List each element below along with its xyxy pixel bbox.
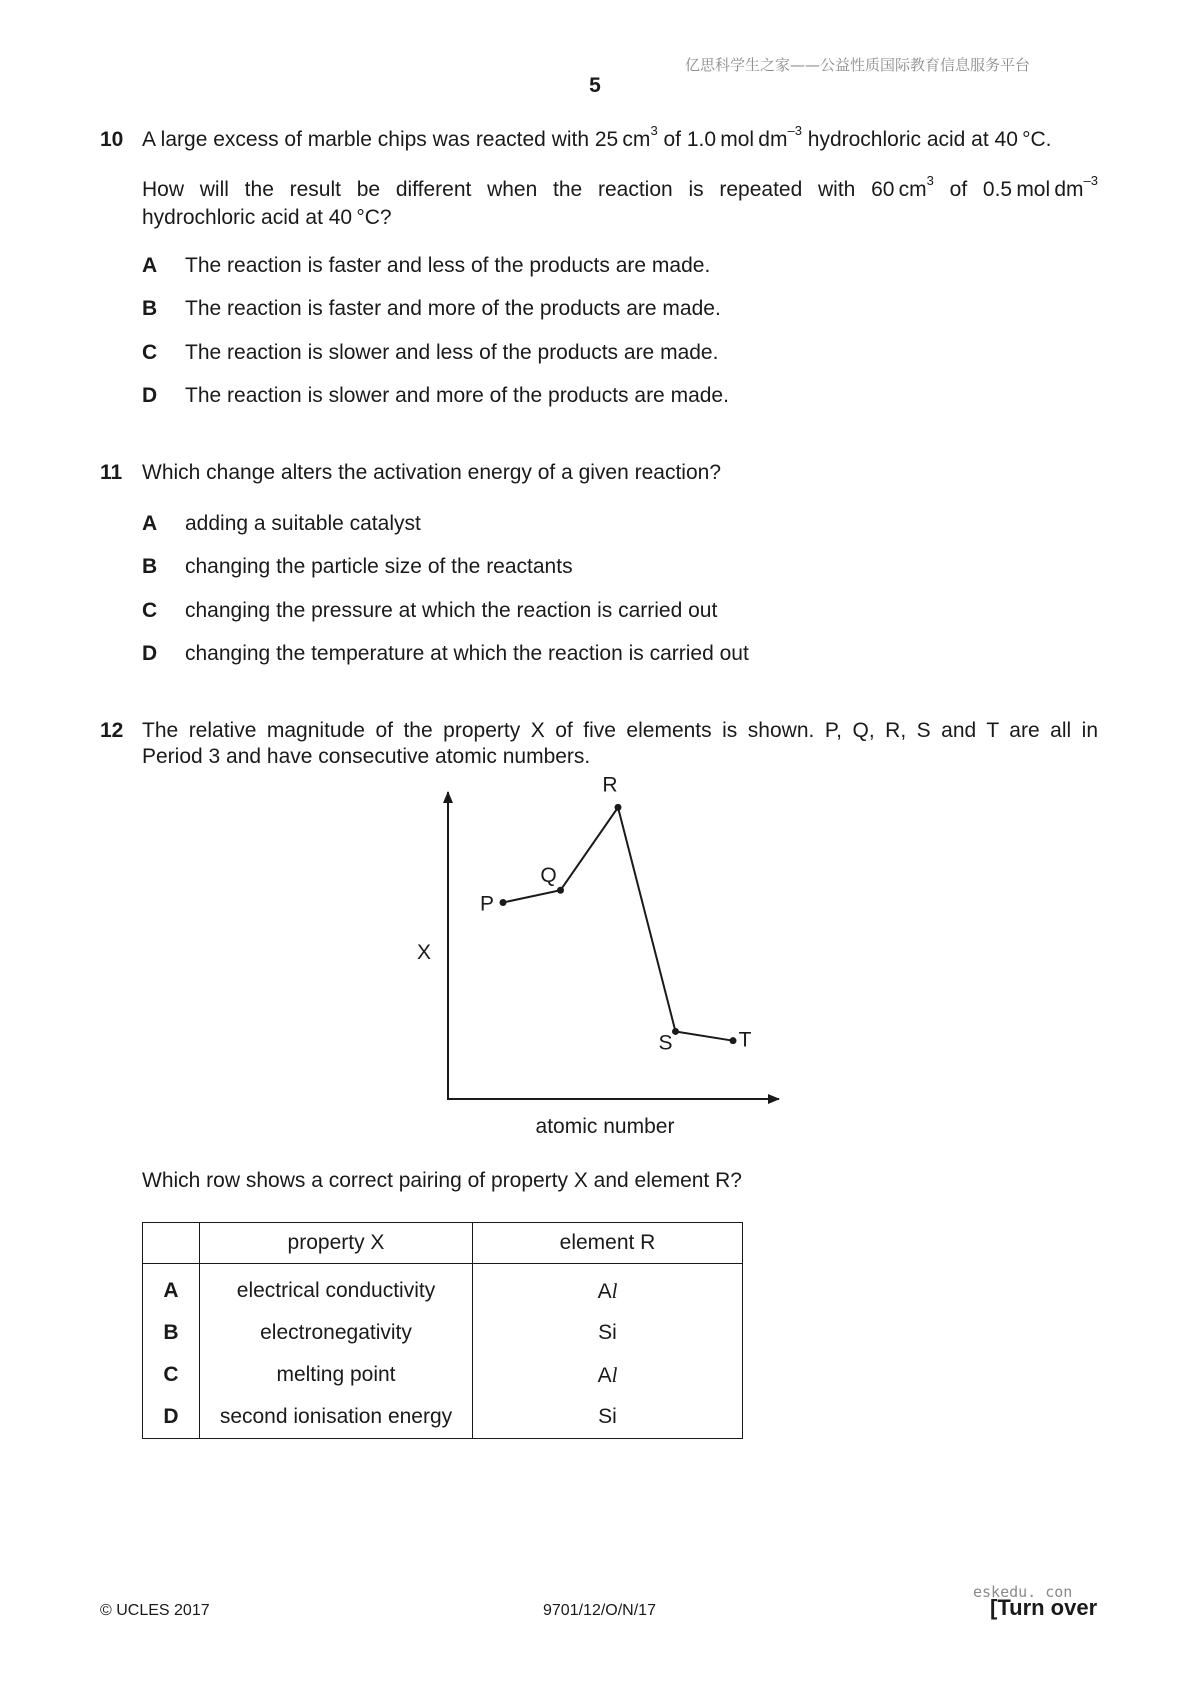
data-points [480, 773, 752, 1054]
table-header-property: property X [200, 1223, 473, 1264]
q12-number: 12 [100, 719, 124, 742]
row-property: second ionisation energy [200, 1396, 473, 1439]
data-point-p [500, 899, 507, 906]
table-row [143, 1312, 743, 1354]
table-row [143, 1396, 743, 1439]
q11-option-a-text: adding a suitable catalyst [185, 512, 421, 535]
q10-option-d-text: The reaction is slower and more of the products are made. [185, 384, 729, 407]
q10-option-b-text: The reaction is faster and more of the products are made. [185, 297, 721, 320]
q10-stem: A large excess of marble chips was reacted with 25 $cm^3$ of 1.0 mol $dm^{-3}$ hydrochloric acid at 40 °C. [142, 123, 1052, 151]
y-axis-label: X [416, 941, 432, 964]
data-point-r [615, 804, 622, 811]
q10-option-a-text: The reaction is faster and less of the products are made. [185, 254, 711, 277]
x-axis-label: atomic number [535, 1115, 675, 1138]
row-letter: B [143, 1312, 200, 1354]
table-header-element: element R [473, 1223, 743, 1264]
q10-option-b-letter: B [142, 297, 158, 320]
turn-over-label: [Turn over [990, 1595, 1098, 1620]
page-number: 5 [589, 74, 601, 97]
point-label-r: R [602, 773, 618, 797]
q12-stem-line1: The relative magnitude of the property X of five elements is shown. P, Q, R, S and T are all in [142, 719, 1098, 742]
row-letter: A [143, 1264, 200, 1313]
header-watermark: 亿思科学生之家——公益性质国际教育信息服务平台 [685, 56, 1031, 74]
q12-question: Which row shows a correct pairing of property X and element R? [142, 1169, 742, 1192]
q10-option-c-text: The reaction is slower and less of the products are made. [185, 341, 719, 364]
q11-stem: Which change alters the activation energy of a given reaction? [142, 461, 722, 484]
row-property: electrical conductivity [200, 1264, 473, 1313]
table-header-row [143, 1223, 743, 1264]
footer-paper-code: 9701/12/O/N/17 [543, 1602, 656, 1619]
q11-option-d-letter: D [142, 642, 158, 665]
footer-copyright: © UCLES 2017 [100, 1602, 210, 1619]
q10-followup-line1: How will the result be different when the reaction is repeated with 60 $cm^3$ of 0.5 mol $dm^{-3}$ [142, 173, 1099, 201]
row-letter: C [143, 1354, 200, 1396]
q10-followup-line2: hydrochloric acid at 40 °C? [142, 206, 392, 229]
answer-table [142, 1222, 743, 1439]
footer-watermark: eskedu. con [973, 1583, 1073, 1601]
q10-option-c-letter: C [142, 341, 158, 364]
data-point-s [672, 1028, 679, 1035]
row-element: Al [473, 1264, 743, 1313]
q12-stem-line2: Period 3 and have consecutive atomic numbers. [142, 745, 591, 768]
q11-option-d-text: changing the temperature at which the reaction is carried out [185, 642, 749, 665]
q11-option-c-letter: C [142, 599, 158, 622]
q10-number: 10 [100, 128, 124, 151]
row-letter: D [143, 1396, 200, 1439]
data-point-q [557, 887, 564, 894]
q10-option-d-letter: D [142, 384, 158, 407]
table-row [143, 1354, 743, 1396]
table-row [143, 1264, 743, 1313]
q11-option-c-text: changing the pressure at which the reaction is carried out [185, 599, 718, 622]
data-point-t [730, 1037, 737, 1044]
q10-option-a-letter: A [142, 254, 158, 277]
row-property: electronegativity [200, 1312, 473, 1354]
q11-option-a-letter: A [142, 512, 158, 535]
row-element: Si [473, 1396, 743, 1439]
point-label-t: T [738, 1028, 752, 1052]
point-label-s: S [658, 1031, 673, 1055]
point-label-p: P [479, 892, 495, 916]
q11-option-b-letter: B [142, 555, 158, 578]
series-line [503, 807, 733, 1040]
q11-number: 11 [100, 461, 123, 484]
row-property: melting point [200, 1354, 473, 1396]
row-element: Si [473, 1312, 743, 1354]
row-element: Al [473, 1354, 743, 1396]
table-header-blank [143, 1223, 200, 1264]
point-label-q: Q [540, 864, 557, 888]
q11-option-b-text: changing the particle size of the reactants [185, 555, 573, 578]
